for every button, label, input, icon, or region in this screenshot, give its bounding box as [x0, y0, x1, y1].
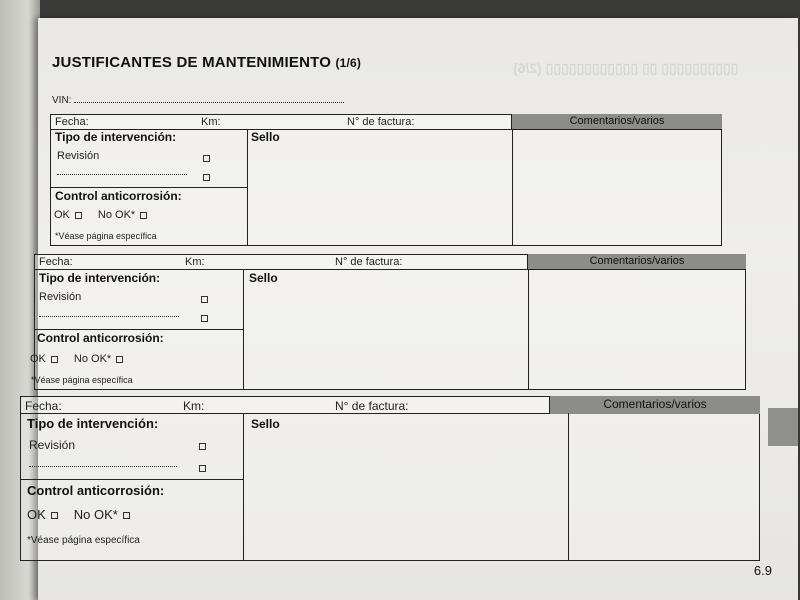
- page-number: 6.9: [753, 563, 772, 578]
- comentarios-area: [528, 269, 745, 389]
- ok-label: OK: [54, 209, 70, 221]
- ok-checkbox[interactable]: [51, 512, 58, 519]
- section-tab-marker: [768, 408, 798, 446]
- maintenance-record-3: [20, 396, 760, 561]
- other-intervention-line: [57, 173, 187, 175]
- fecha-label: Fecha:: [39, 256, 73, 268]
- sello-label: Sello: [249, 271, 278, 285]
- comentarios-area: [512, 129, 721, 245]
- revision-label: Revisión: [57, 150, 100, 162]
- sello-label: Sello: [251, 417, 280, 431]
- no-ok-label: No OK*: [73, 507, 118, 522]
- maintenance-record-1: [50, 114, 722, 246]
- vin-dotted-line: [74, 96, 344, 103]
- other-intervention-checkbox[interactable]: [199, 465, 206, 472]
- maintenance-record-2: [30, 254, 746, 390]
- page-title-suffix: (1/6): [335, 56, 362, 70]
- intervention-column: [51, 129, 248, 245]
- revision-checkbox[interactable]: [201, 296, 208, 303]
- manual-page: [25, 18, 798, 600]
- no-ok-checkbox[interactable]: [140, 212, 147, 219]
- ok-option: [27, 507, 134, 522]
- footnote: *Véase página específica: [55, 231, 157, 241]
- no-ok-label: No OK*: [73, 353, 112, 365]
- ok-label: OK: [30, 353, 46, 365]
- revision-checkbox[interactable]: [199, 443, 206, 450]
- intervention-column: [21, 413, 244, 560]
- no-ok-checkbox[interactable]: [123, 512, 130, 519]
- ok-label: OK: [27, 507, 46, 522]
- factura-label: N° de factura:: [347, 116, 415, 128]
- comentarios-header: Comentarios/varios: [549, 396, 760, 414]
- tipo-intervencion-label: Tipo de intervención:: [55, 130, 177, 144]
- footnote: *Véase página específica: [31, 375, 133, 385]
- intervention-column: [30, 269, 244, 389]
- vin-line: [52, 95, 344, 106]
- ok-checkbox[interactable]: [51, 356, 58, 363]
- revision-checkbox[interactable]: [203, 155, 210, 162]
- km-label: Km:: [201, 116, 221, 128]
- fecha-label: Fecha:: [55, 116, 89, 128]
- control-anticorrosion-label: Control anticorrosión:: [27, 483, 165, 498]
- control-anticorrosion-label: Control anticorrosión:: [37, 331, 164, 345]
- other-intervention-checkbox[interactable]: [201, 315, 208, 322]
- no-ok-checkbox[interactable]: [116, 356, 123, 363]
- fecha-label: Fecha:: [25, 399, 62, 413]
- comentarios-header: Comentarios/varios: [527, 254, 746, 269]
- factura-label: N° de factura:: [335, 399, 409, 413]
- sello-label: Sello: [251, 130, 280, 144]
- section-separator: [51, 187, 247, 188]
- page-title: [52, 54, 361, 71]
- vin-label: VIN:: [52, 95, 72, 106]
- tipo-intervencion-label: Tipo de intervención:: [27, 416, 159, 431]
- other-intervention-checkbox[interactable]: [203, 174, 210, 181]
- section-separator: [35, 329, 243, 330]
- ok-option: [30, 353, 127, 365]
- ok-checkbox[interactable]: [75, 212, 82, 219]
- revision-label: Revisión: [39, 291, 82, 303]
- page-title-text: JUSTIFICANTES DE MANTENIMIENTO: [52, 54, 332, 71]
- km-label: Km:: [185, 256, 205, 268]
- comentarios-area: [568, 413, 759, 560]
- footnote: *Véase página específica: [27, 535, 140, 546]
- ok-option: [54, 209, 151, 221]
- comentarios-header: Comentarios/varios: [511, 114, 722, 129]
- factura-label: N° de factura:: [335, 256, 403, 268]
- no-ok-label: No OK*: [97, 209, 136, 221]
- section-separator: [21, 479, 243, 480]
- tipo-intervencion-label: Tipo de intervención:: [39, 271, 161, 285]
- control-anticorrosion-label: Control anticorrosión:: [55, 189, 182, 203]
- other-intervention-line: [29, 465, 177, 467]
- other-intervention-line: [39, 315, 179, 317]
- show-through-text: ▯▯▯▯▯▯▯▯▯▯ ▯▯ ▯▯▯▯▯▯▯▯▯▯▯▯ (2/6): [512, 60, 738, 76]
- revision-label: Revisión: [29, 438, 76, 452]
- km-label: Km:: [183, 399, 205, 413]
